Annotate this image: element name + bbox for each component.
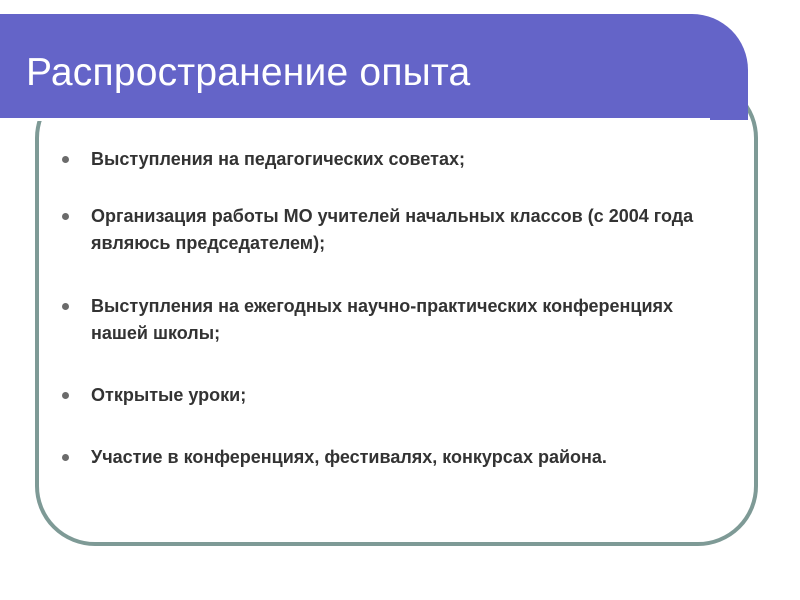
- bullet-list: [62, 146, 732, 471]
- bullet-dot-icon: [62, 303, 69, 310]
- bullet-dot-icon: [62, 156, 69, 163]
- bullet-text: Участие в конференциях, фестивалях, конкурсах района.: [91, 447, 607, 467]
- bullet-dot-icon: [62, 392, 69, 399]
- bullet-text: Организация работы МО учителей начальных классов (с 2004 года являюсь председателем);: [91, 206, 694, 253]
- bullet-text: Выступления на ежегодных научно-практических конференциях нашей школы;: [91, 296, 674, 343]
- bullet-text: Открытые уроки;: [91, 385, 247, 405]
- bullet-item: [62, 382, 732, 409]
- bullet-item: [62, 146, 732, 173]
- bullet-item: [62, 203, 732, 257]
- bullet-item: [62, 444, 732, 471]
- bullet-text: Выступления на педагогических советах;: [91, 149, 465, 169]
- slide-title: Распространение опыта: [26, 51, 471, 94]
- title-divider: [0, 118, 710, 121]
- bullet-item: [62, 293, 732, 347]
- bullet-dot-icon: [62, 454, 69, 461]
- title-bar: [0, 14, 748, 120]
- bullet-dot-icon: [62, 213, 69, 220]
